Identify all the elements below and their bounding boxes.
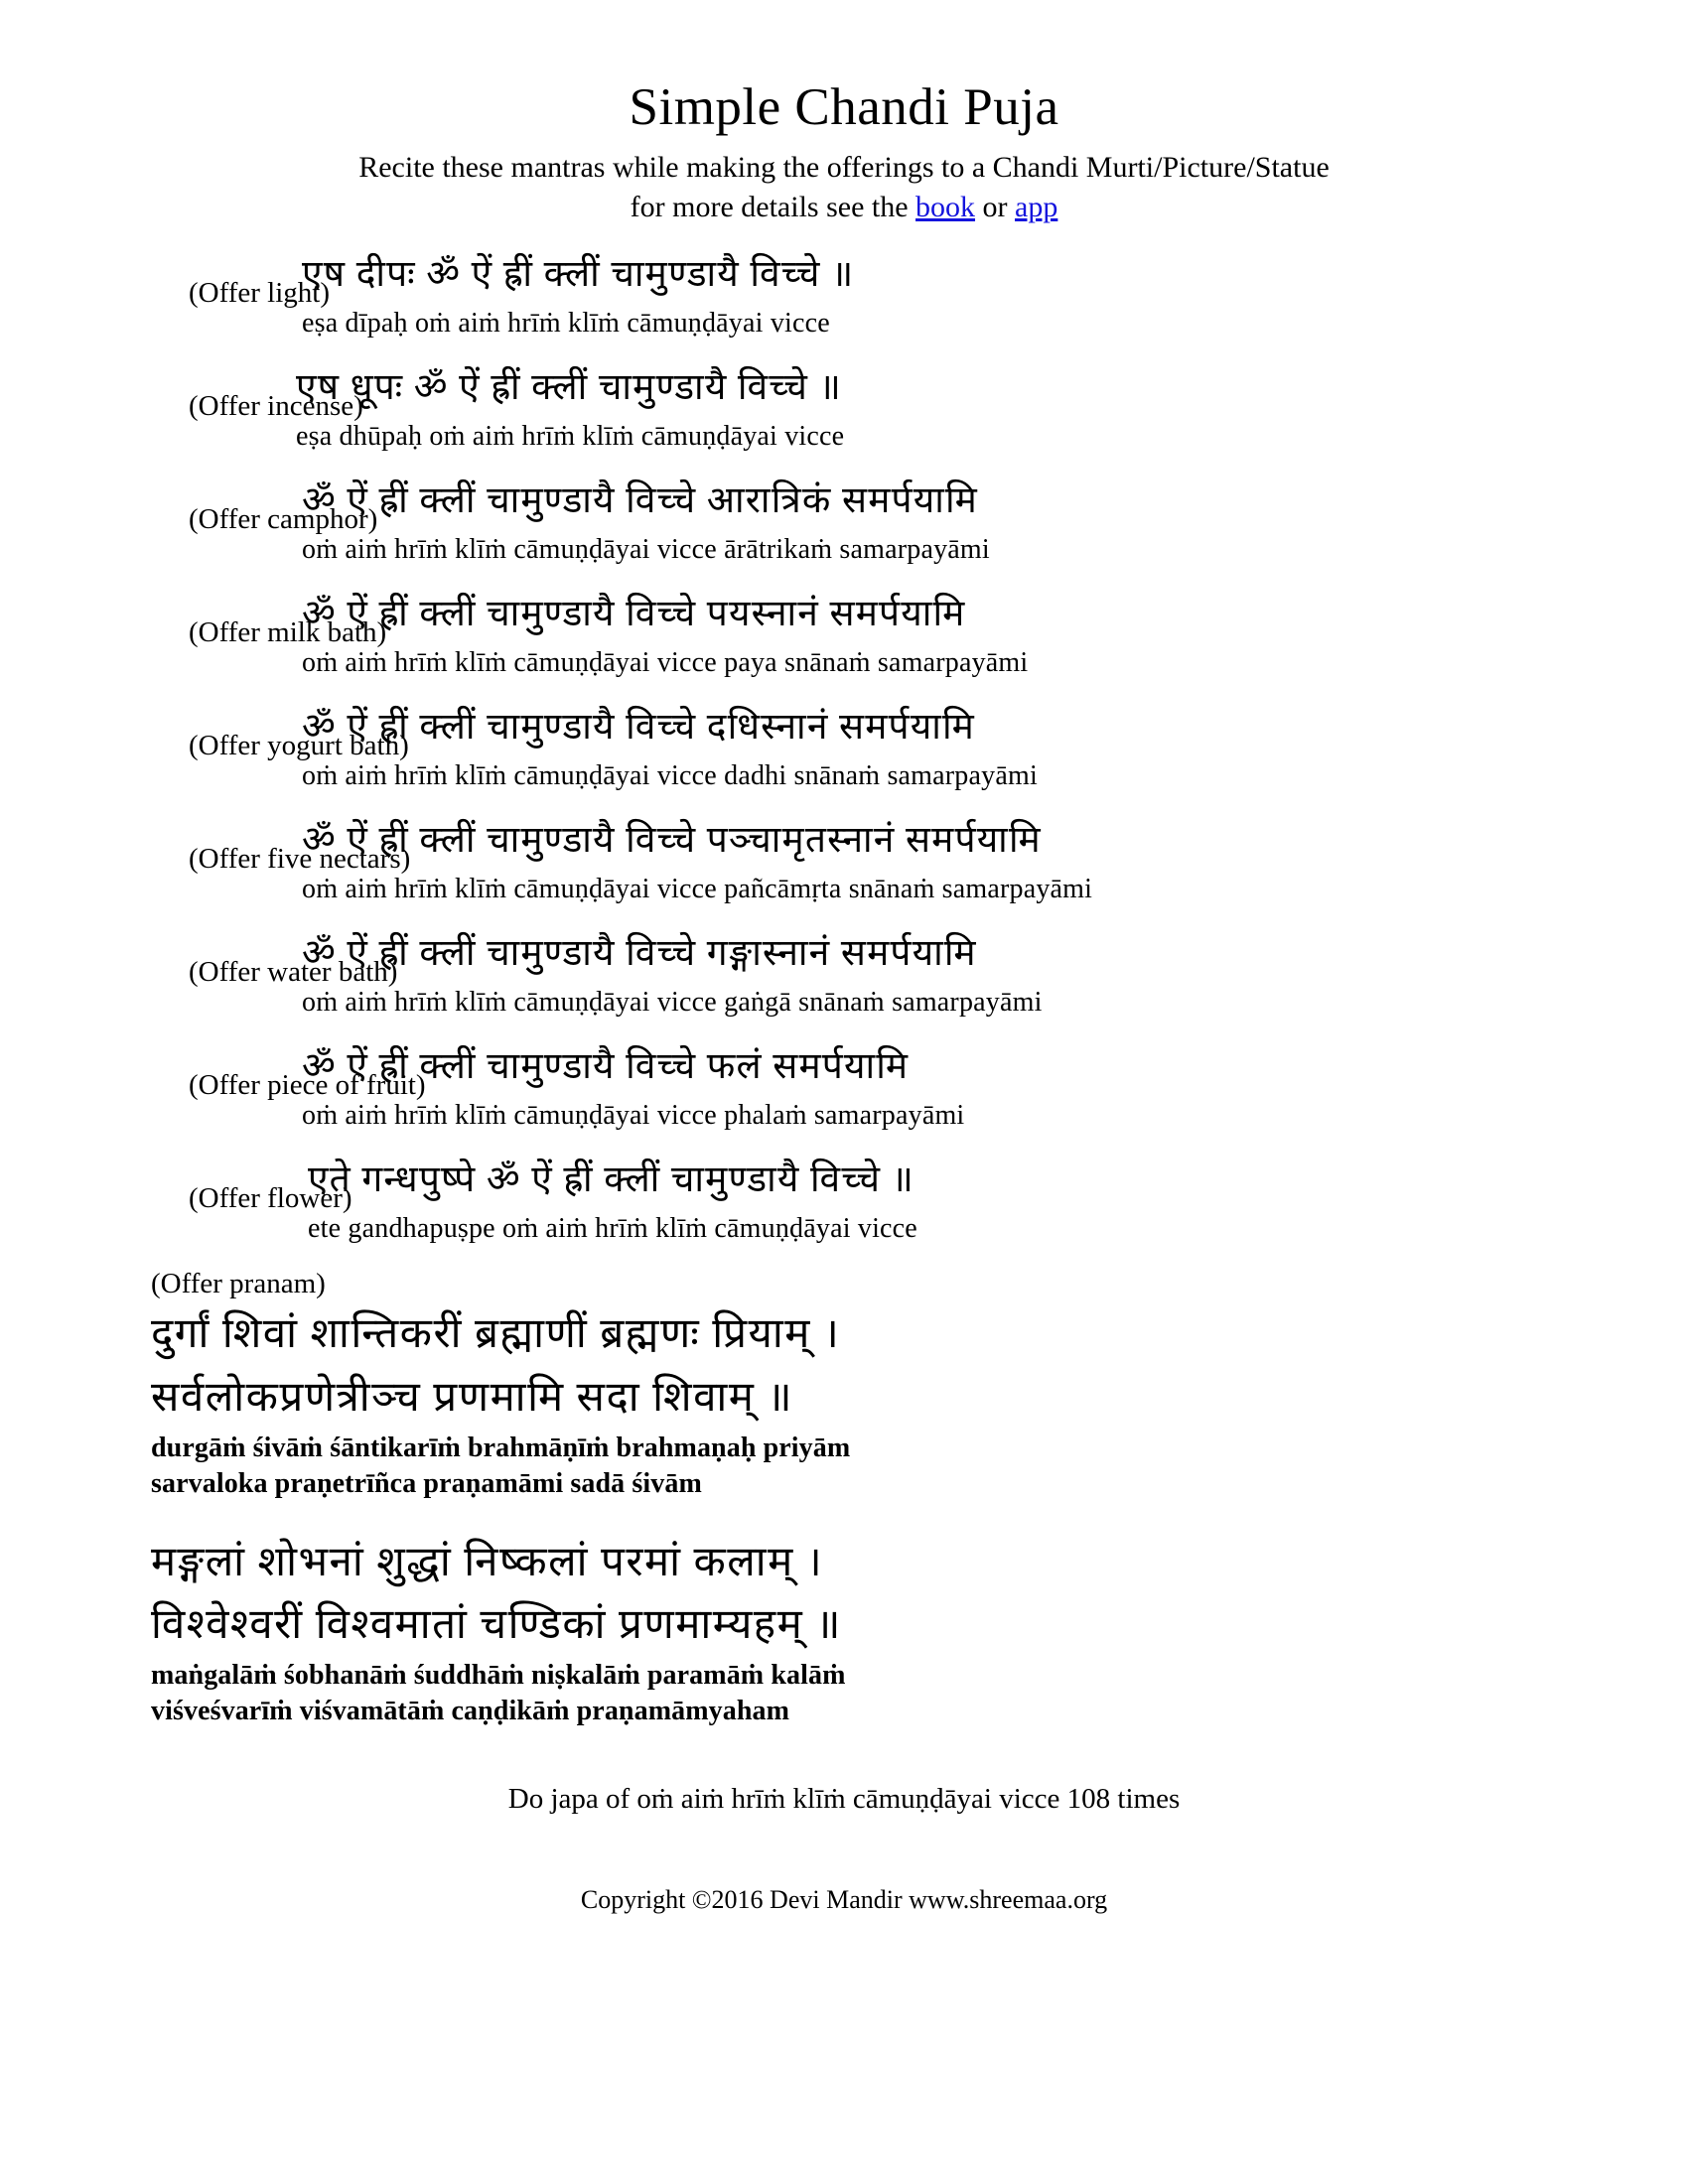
offering-body	[288, 927, 1688, 1021]
mantra-devanagari: ॐ ऐं ह्रीं क्लीं चामुण्डायै विच्चे गङ्गास्नानं समर्पयामि	[302, 933, 977, 975]
offering-row-light	[0, 248, 1688, 341]
app-link[interactable]: app	[1015, 190, 1058, 223]
mantra-transliteration: oṁ aiṁ hrīṁ klīṁ cāmuṇḍāyai vicce phalaṁ samarpayāmi	[302, 1100, 965, 1132]
verse-spacer	[151, 1506, 1688, 1532]
offering-body	[288, 1040, 1688, 1134]
verse-devanagari-line: मङ्गलां शोभनां शुद्धां निष्कलां परमां कलाम् ।	[151, 1539, 824, 1585]
mantra-devanagari: एष धूपः ॐ ऐं ह्रीं क्लीं चामुण्डायै विच्चे ॥	[296, 367, 842, 409]
verse-transliteration-line: sarvaloka praṇetrīñca praṇamāmi sadā śivām	[151, 1467, 702, 1499]
offering-body	[288, 361, 1688, 455]
offering-row-incense	[0, 361, 1688, 455]
copyright-notice: Copyright ©2016 Devi Mandir www.shreemaa.org	[580, 1884, 1108, 1914]
details-line	[0, 188, 1688, 227]
mantra-transliteration: oṁ aiṁ hrīṁ klīṁ cāmuṇḍāyai vicce dadhi snānaṁ samarpayāmi	[302, 759, 1038, 791]
offerings-list	[0, 248, 1688, 1247]
mantra-transliteration: ete gandhapuṣpe oṁ aiṁ hrīṁ klīṁ cāmuṇḍāyai vicce	[308, 1213, 917, 1245]
book-link[interactable]: book	[915, 190, 976, 223]
mantra-transliteration: eṣa dīpaḥ oṁ aiṁ hrīṁ klīṁ cāmuṇḍāyai vicce	[302, 307, 830, 339]
page-title: Simple Chandi Puja	[629, 78, 1059, 136]
offering-row-fruit	[0, 1040, 1688, 1134]
verse-devanagari-line: सर्वलोकप्रणेत्रीञ्च प्रणमामि सदा शिवाम् ॥	[151, 1375, 794, 1422]
offering-label: (Offer yogurt bath)	[189, 730, 409, 762]
japa-instruction: Do japa of oṁ aiṁ hrīṁ klīṁ cāmuṇḍāyai vicce 108 times	[507, 1782, 1181, 1815]
mantra-devanagari: एते गन्धपुष्पे ॐ ऐं ह्रीं क्लीं चामुण्डायै विच्चे ॥	[308, 1160, 914, 1201]
verse-transliteration-line: durgāṁ śivāṁ śāntikarīṁ brahmāṇīṁ brahmaṇaḥ priyām	[151, 1432, 851, 1463]
offering-label: (Offer piece of fruit)	[189, 1069, 426, 1102]
mantra-transliteration: oṁ aiṁ hrīṁ klīṁ cāmuṇḍāyai vicce paya snānaṁ samarpayāmi	[302, 646, 1029, 678]
offering-body	[288, 814, 1688, 907]
offering-label: (Offer milk bath)	[189, 616, 387, 649]
mantra-transliteration: oṁ aiṁ hrīṁ klīṁ cāmuṇḍāyai vicce pañcāmṛta snānaṁ samarpayāmi	[302, 873, 1093, 904]
offering-row-flower	[0, 1154, 1688, 1247]
mantra-devanagari: ॐ ऐं ह्रीं क्लीं चामुण्डायै विच्चे आरात्रिकं समर्पयामि	[302, 480, 978, 522]
mantra-devanagari: एष दीपः ॐ ऐं ह्रीं क्लीं चामुण्डायै विच्चे ॥	[302, 254, 855, 296]
verse-transliteration-line: maṅgalāṁ śobhanāṁ śuddhāṁ niṣkalāṁ paramāṁ kalāṁ	[151, 1660, 846, 1692]
pranam-verse-2	[151, 1532, 1688, 1729]
pranam-verse-1	[151, 1303, 1688, 1501]
document-header	[0, 0, 1688, 226]
offering-row-yogurt-bath	[0, 701, 1688, 794]
verse-devanagari-line: विश्वेश्वरीं विश्वमातां चण्डिकां प्रणमाम्यहम् ॥	[151, 1602, 842, 1649]
offering-body	[288, 1154, 1688, 1247]
subtitle: Recite these mantras while making the offerings to a Chandi Murti/Picture/Statue	[358, 151, 1330, 184]
mantra-devanagari: ॐ ऐं ह्रीं क्लीं चामुण्डायै विच्चे फलं समर्पयामि	[302, 1046, 910, 1088]
pranam-label: (Offer pranam)	[151, 1268, 326, 1300]
offering-label: (Offer incense)	[189, 390, 363, 423]
offering-label: (Offer flower)	[189, 1182, 352, 1215]
offering-row-five-nectars	[0, 814, 1688, 907]
verse-transliteration-line: viśveśvarīṁ viśvamātāṁ caṇḍikāṁ praṇamāmyaham	[151, 1696, 790, 1727]
offering-row-milk-bath	[0, 588, 1688, 681]
details-prefix: for more details see the	[630, 190, 916, 223]
mantra-devanagari: ॐ ऐं ह्रीं क्लीं चामुण्डायै विच्चे पञ्चामृतस्नानं समर्पयामि	[302, 820, 1042, 862]
offering-row-water-bath	[0, 927, 1688, 1021]
offering-row-camphor	[0, 475, 1688, 568]
mantra-transliteration: eṣa dhūpaḥ oṁ aiṁ hrīṁ klīṁ cāmuṇḍāyai vicce	[296, 420, 845, 452]
offering-body	[288, 475, 1688, 568]
offering-body	[288, 701, 1688, 794]
offering-body	[288, 588, 1688, 681]
verse-devanagari-line: दुर्गां शिवां शान्तिकरीं ब्रह्माणीं ब्रह्मणः प्रियाम् ।	[151, 1311, 841, 1358]
mantra-devanagari: ॐ ऐं ह्रीं क्लीं चामुण्डायै विच्चे दधिस्नानं समर्पयामि	[302, 707, 975, 749]
mantra-transliteration: oṁ aiṁ hrīṁ klīṁ cāmuṇḍāyai vicce gaṅgā snānaṁ samarpayāmi	[302, 987, 1043, 1019]
details-middle: or	[975, 190, 1016, 223]
offering-label: (Offer five nectars)	[189, 843, 411, 876]
offering-body	[288, 248, 1688, 341]
pranam-section	[0, 1267, 1688, 1728]
offering-label: (Offer light)	[189, 277, 330, 310]
offering-label: (Offer camphor)	[189, 503, 378, 536]
mantra-transliteration: oṁ aiṁ hrīṁ klīṁ cāmuṇḍāyai vicce ārātrikaṁ samarpayāmi	[302, 533, 990, 565]
mantra-devanagari: ॐ ऐं ह्रीं क्लीं चामुण्डायै विच्चे पयस्नानं समर्पयामि	[302, 594, 966, 635]
offering-label: (Offer water bath)	[189, 956, 398, 989]
